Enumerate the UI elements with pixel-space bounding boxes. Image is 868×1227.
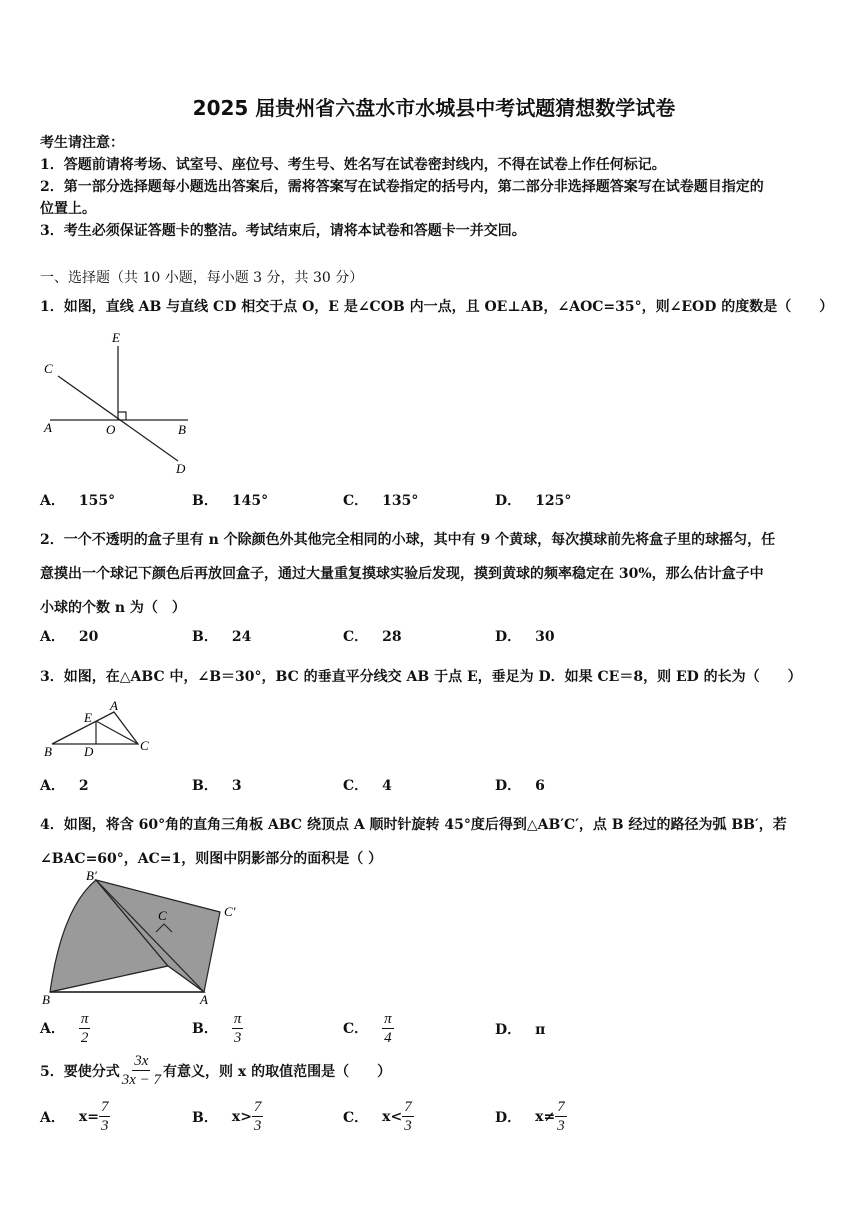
q4-option-b: B． $\frac{\pi}{3}$: [192, 1011, 242, 1046]
label-A: A: [44, 420, 52, 435]
q2-option-c: C． 28: [343, 629, 402, 645]
question-1-text: 1．如图，直线 AB 与直线 CD 相交于点 O，E 是∠COB 内一点，且 OE⊥AB，∠AOC=35°，则∠EOD 的度数是（ ）: [40, 299, 834, 315]
label-B: B: [42, 992, 50, 1007]
q4-option-a: A． $\frac{\pi}{2}$: [40, 1011, 89, 1046]
notice-block: [40, 132, 830, 242]
q3-option-c: C． 4: [343, 778, 392, 794]
section-heading: 一、选择题（共 10 小题，每小题 3 分，共 30 分）: [40, 270, 364, 286]
notice-item: 位置上。: [40, 201, 96, 217]
label-E: E: [112, 330, 120, 345]
q3-option-b: B． 3: [192, 778, 242, 794]
q2-option-d: D． 30: [495, 629, 555, 645]
q5-option-d: D． x≠ $\frac{7}{3}$: [495, 1099, 565, 1134]
q4-option-d: D． π: [495, 1022, 546, 1038]
question-4-text: 4．如图，将含 60°角的直角三角板 ABC 绕顶点 A 顺时针旋转 45°度后得到△AB′C′，点 B 经过的路径为弧 BB′，若 ∠BAC=60°，AC=1，则图中阴影部分的面积是（ ）: [40, 817, 787, 867]
notice-item: 1．答题前请将考场、试室号、座位号、考生号、姓名写在试卷密封线内，不得在试卷上作任何标记。: [40, 157, 666, 173]
label-C-prime: C′: [224, 904, 236, 919]
question-2-text: 2．一个不透明的盒子里有 n 个除颜色外其他完全相同的小球，其中有 9 个黄球，每次摸球前先将盒子里的球摇匀，任 意摸出一个球记下颜色后再放回盒子，通过大量重复摸球实验后发现，摸到黄球的频率稳定在 30%，那么估计盒子中 小球的个数 n 为（ ）: [40, 532, 776, 616]
q5-option-b: B． x> $\frac{7}{3}$: [192, 1099, 262, 1134]
label-A: A: [200, 992, 208, 1007]
page-title: 2025 届贵州省六盘水市水城县中考试题猜想数学试卷: [192, 96, 676, 120]
notice-heading: 考生请注意：: [40, 135, 124, 151]
q1-option-c: C． 135°: [343, 493, 419, 509]
label-C: C: [44, 361, 53, 376]
label-D: D: [84, 744, 94, 759]
q5-option-a: A． x= $\frac{7}{3}$: [40, 1099, 109, 1134]
question-4-figure: [40, 866, 250, 1008]
q2-option-a: A． 20: [40, 629, 99, 645]
notice-item: 3．考生必须保证答题卡的整洁。考试结束后，请将本试卷和答题卡一并交回。: [40, 223, 526, 239]
label-E: E: [84, 710, 92, 725]
question-1-figure: [40, 328, 200, 478]
label-A: A: [110, 698, 118, 713]
q2-option-b: B． 24: [192, 629, 252, 645]
label-C: C: [158, 908, 167, 923]
q3-option-a: A． 2: [40, 778, 89, 794]
q1-option-a: A． 155°: [40, 493, 116, 509]
question-5-text: 5．要使分式 $\frac{3x}{3x - 7}$ 有意义，则 x 的取值范围是（ ）: [40, 1053, 392, 1088]
label-D: D: [176, 461, 186, 476]
notice-item: 2．第一部分选择题每小题选出答案后，需将答案写在试卷指定的括号内，第二部分非选择题答案写在试卷题目指定的: [40, 179, 764, 195]
q1-option-d: D． 125°: [495, 493, 572, 509]
q1-option-b: B． 145°: [192, 493, 269, 509]
label-C: C: [140, 738, 149, 753]
label-B: B: [178, 422, 186, 437]
label-B-prime: B′: [86, 868, 97, 883]
label-B: B: [44, 744, 52, 759]
q5-fraction: $\frac{3x}{3x - 7}$: [121, 1053, 162, 1088]
question-3-figure: [40, 698, 160, 762]
question-3-text: 3．如图，在△ABC 中，∠B＝30°，BC 的垂直平分线交 AB 于点 E，垂足为 D．如果 CE＝8，则 ED 的长为（ ）: [40, 669, 802, 685]
q4-option-c: C． $\frac{\pi}{4}$: [343, 1011, 392, 1046]
label-O: O: [106, 422, 116, 437]
q5-option-c: C． x< $\frac{7}{3}$: [343, 1099, 412, 1134]
q3-option-d: D． 6: [495, 778, 545, 794]
